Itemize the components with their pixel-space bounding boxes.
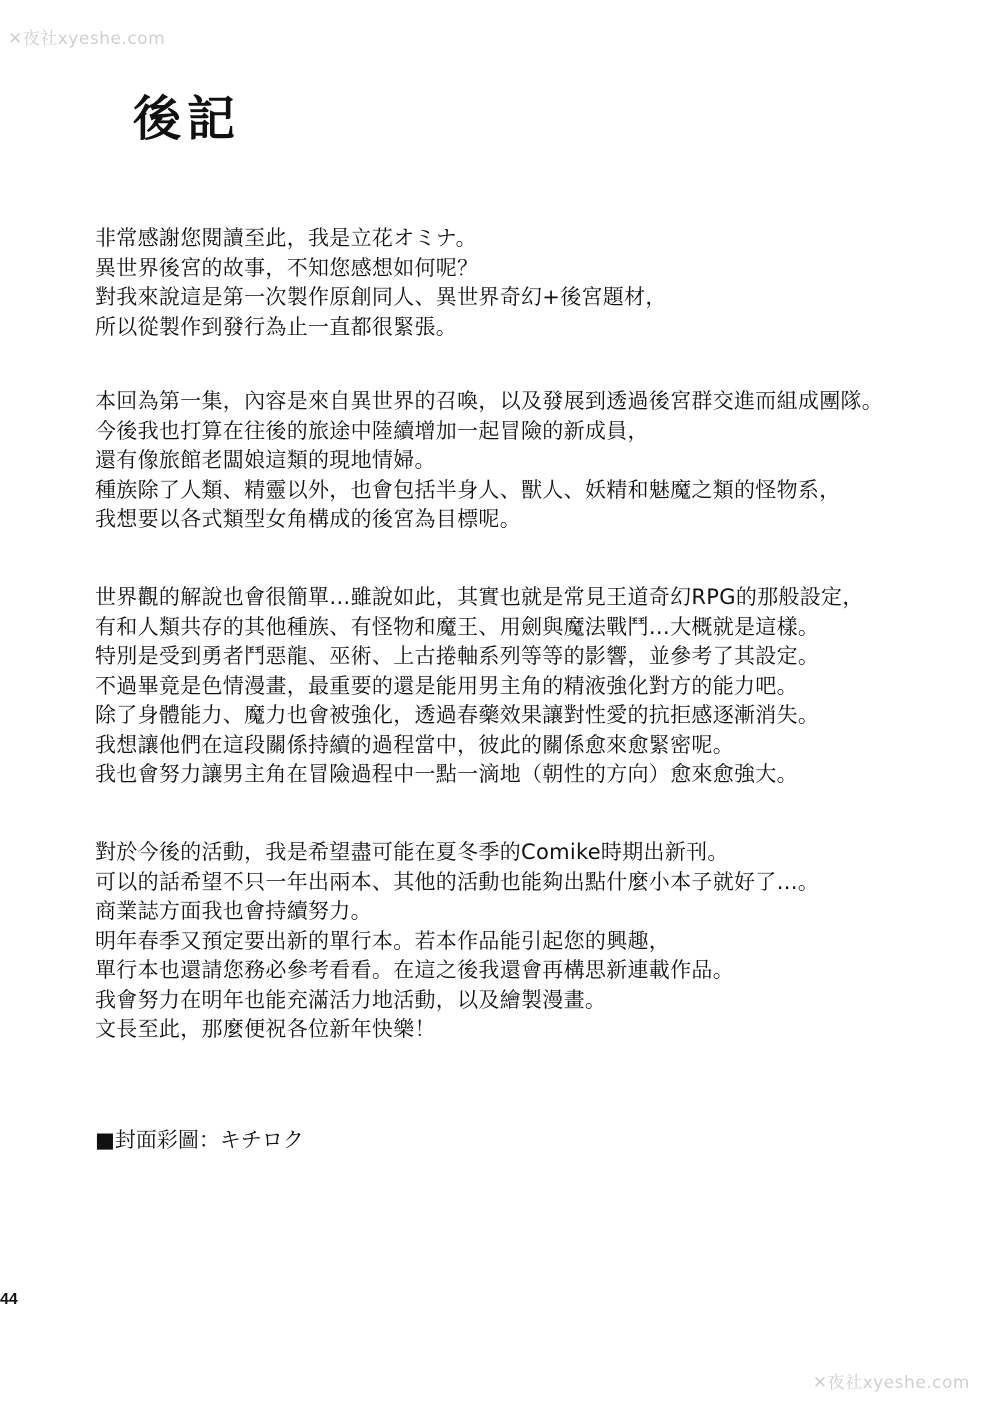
paragraph-4 [95, 838, 945, 1045]
cover-art-credit: ■封面彩圖：キチロク [95, 1128, 304, 1152]
watermark-top: ✕夜社xyeshe.com [8, 29, 166, 49]
text-line: 非常感謝您閱讀至此，我是立花オミナ。 [95, 226, 477, 250]
paragraph-2 [95, 387, 945, 535]
text-line: 本回為第一集，內容是來自異世界的召喚，以及發展到透過後宮群交進而組成團隊。 [95, 389, 884, 413]
text-line: 對我來說這是第一次製作原創同人、異世界奇幻+後宮題材， [95, 285, 667, 309]
page-title: 後記 [133, 91, 242, 147]
page-number: 44 [0, 1291, 18, 1308]
text-line: 我會努力在明年也能充滿活力地活動，以及繪製漫畫。 [95, 987, 607, 1012]
text-line: 有和人類共存的其他種族、有怪物和魔王、用劍與魔法戰鬥…大概就是這樣。 [95, 614, 820, 639]
text-line: 我想讓他們在這段關係持續的過程當中，彼此的關係愈來愈緊密呢。 [95, 732, 734, 757]
text-line: 種族除了人類、精靈以外，也會包括半身人、獸人、妖精和魅魔之類的怪物系， [95, 477, 841, 502]
text-line: 今後我也打算在往後的旅途中陸續增加一起冒險的新成員， [95, 418, 649, 443]
text-line: 所以從製作到發行為止一直都很緊張。 [95, 314, 458, 339]
text-line: 文長至此，那麼便祝各位新年快樂！ [95, 1017, 436, 1041]
paragraph-3 [95, 583, 945, 790]
text-line: 我想要以各式類型女角構成的後宮為目標呢。 [95, 507, 521, 531]
text-line: 對於今後的活動，我是希望盡可能在夏冬季的Comike時期出新刊。 [95, 840, 729, 864]
text-line: 世界觀的解說也會很簡單…雖說如此，其實也就是常見王道奇幻RPG的那般設定， [95, 585, 864, 609]
text-line: 商業誌方面我也會持續努力。 [95, 899, 372, 923]
watermark-bottom: ✕夜社xyeshe.com [812, 1373, 970, 1393]
text-line: 還有像旅館老闆娘這類的現地情婦。 [95, 448, 436, 472]
paragraph-1 [95, 224, 945, 342]
text-line: 除了身體能力、魔力也會被強化，透過春藥效果讓對性愛的抗拒感逐漸消失。 [95, 703, 820, 727]
text-line: 單行本也還請您務必參考看看。在這之後我還會再構思新連載作品。 [95, 958, 734, 982]
text-line: 我也會努力讓男主角在冒險過程中一點一滴地（朝性的方向）愈來愈強大。 [95, 762, 798, 786]
text-line: 異世界後宮的故事，不知您感想如何呢？ [95, 255, 479, 280]
text-line: 不過畢竟是色情漫畫，最重要的還是能用男主角的精液強化對方的能力吧。 [95, 673, 798, 698]
text-line: 可以的話希望不只一年出兩本、其他的活動也能夠出點什麼小本子就好了…。 [95, 869, 820, 894]
text-line: 明年春季又預定要出新的單行本。若本作品能引起您的興趣， [95, 928, 671, 953]
text-line: 特別是受到勇者鬥惡龍、巫術、上古捲軸系列等等的影響，並參考了其設定。 [95, 644, 820, 668]
